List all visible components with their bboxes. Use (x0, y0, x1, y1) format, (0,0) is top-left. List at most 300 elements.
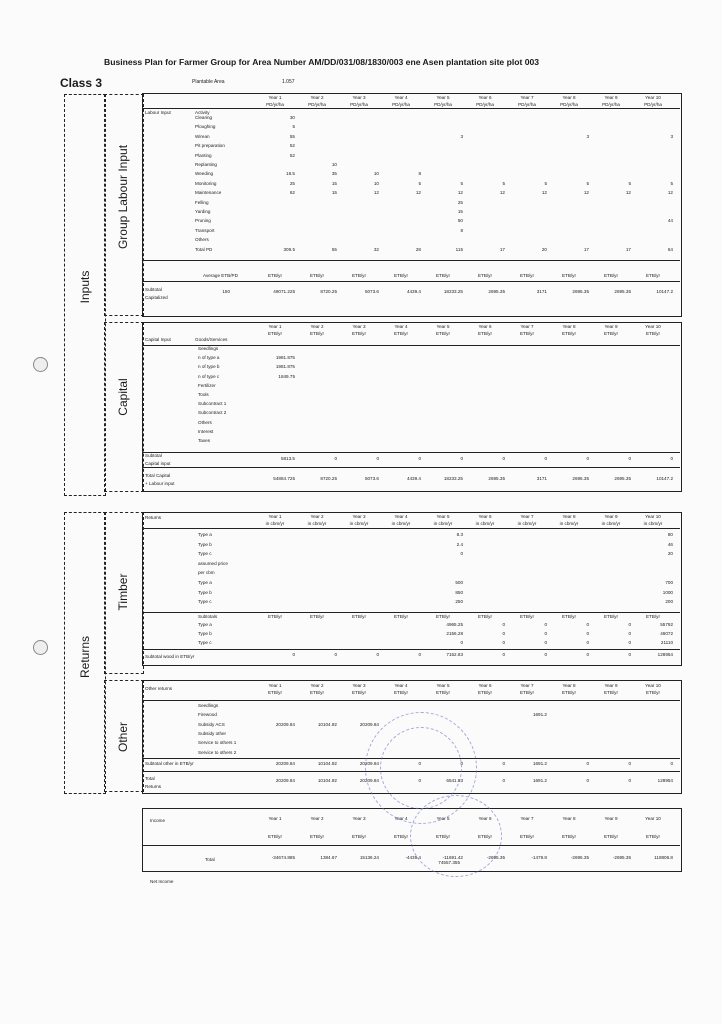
row-label: Planting (195, 152, 212, 158)
unit-header: ETB/yr (435, 690, 451, 695)
table-cell: 0 (628, 456, 631, 461)
table-cell: 12 (373, 190, 379, 196)
unit-header: in cbm/yr (601, 521, 621, 526)
unit-header: ETB/yr (267, 690, 283, 695)
table-cell: 5 (502, 180, 505, 186)
unit-header: ETB/yr (393, 273, 409, 278)
unit-header: ETB/yr (309, 614, 325, 619)
table-cell: 20209.84 (359, 778, 379, 783)
table-cell: 44 (667, 218, 673, 224)
year-header: Year 7 (520, 324, 534, 329)
goods-services-col-header: Goods/Services (195, 337, 228, 342)
table-cell: 0 (628, 631, 631, 636)
table-cell: 2695.35 (572, 476, 589, 481)
table-cell: 2695.35 (614, 476, 631, 481)
table-cell: 4439.4 (406, 476, 421, 481)
table-cell: 0 (544, 622, 547, 627)
labour-input-label: + Labour input (145, 481, 175, 486)
table-cell: 0 (334, 652, 337, 657)
income-col-header: Income (150, 818, 166, 823)
table-cell: 0 (460, 640, 463, 645)
row-label: Monitoring (195, 180, 217, 186)
plantable-area-value: 1.057 (282, 79, 295, 85)
table-cell: 5 (628, 180, 631, 186)
table-cell: 250 (455, 599, 463, 605)
unit-header: ETB/yr (309, 834, 325, 839)
table-cell: 1981.875 (275, 355, 295, 361)
unit-header: in cbm/yr (433, 521, 453, 526)
unit-header: PD/yr/ha (266, 102, 284, 107)
year-header: Year 10 (645, 324, 661, 329)
row-label: Clearing (195, 115, 213, 120)
year-header: Year 5 (436, 683, 450, 688)
year-header: Year 5 (436, 816, 450, 821)
row-label: Type c (198, 640, 212, 645)
row-label: Type c (198, 551, 212, 557)
returns-col-header: Returns (145, 515, 162, 520)
table-cell: 6541.83 (446, 778, 463, 783)
table-cell: 0 (376, 456, 379, 461)
unit-header: PD/yr/ha (518, 102, 536, 107)
year-header: Year 6 (478, 816, 492, 821)
table-cell: 0 (628, 622, 631, 627)
returns-label: Returns (78, 635, 92, 679)
row-label: per cbm (198, 570, 215, 576)
unit-header: ETB/yr (267, 834, 283, 839)
unit-header: ETB/yr (477, 273, 493, 278)
row-label: Wirean (195, 133, 210, 139)
row-label: Interest (198, 428, 214, 434)
unit-header: ETB/yr (309, 331, 325, 336)
year-header: Year 6 (478, 683, 492, 688)
table-cell: 12 (541, 190, 547, 196)
table-cell: 500 (455, 580, 463, 585)
row-label: Others (198, 419, 212, 425)
row-label: n of type b (198, 364, 220, 370)
row-label: Type c (198, 599, 212, 605)
table-cell: 25 (289, 180, 295, 186)
table-cell: 52 (289, 152, 295, 158)
unit-header: PD/yr/ha (560, 102, 578, 107)
row-label: Subsidy other (198, 730, 227, 736)
year-header: Year 4 (394, 95, 408, 100)
table-cell: 0 (670, 761, 673, 766)
row-label: Service to others 2 (198, 749, 237, 755)
table-cell: 18.5 (286, 171, 295, 177)
row-label: Type a (198, 622, 212, 627)
income-total-label: Total (205, 857, 215, 862)
unit-header: ETB/yr (435, 834, 451, 839)
unit-header: ETB/yr (645, 834, 661, 839)
unit-header: ETB/yr (351, 614, 367, 619)
table-cell: 0 (460, 551, 463, 557)
unit-header: ETB/yr (645, 690, 661, 695)
unit-header: ETB/yr (351, 273, 367, 278)
year-header: Year 3 (352, 514, 366, 519)
unit-header: ETB/yr (351, 690, 367, 695)
table-cell: 10 (373, 180, 379, 186)
capital-input-col-header: Capital Input (145, 337, 171, 342)
table-cell: 3 (670, 133, 673, 139)
unit-header: PD/yr/ha (350, 102, 368, 107)
document-title: Business Plan for Farmer Group for Area Number AM/DD/031/08/1830/003 ene Asen plantation site plot 003 (104, 57, 540, 67)
table-cell: 2156.28 (446, 631, 463, 636)
table-cell: -2695.35 (486, 855, 505, 860)
table-cell: 0 (418, 652, 421, 657)
unit-header: ETB/yr (435, 614, 451, 619)
table-cell: 128954 (657, 652, 673, 657)
row-label: Subcontract 2 (198, 410, 227, 416)
table-cell: 0 (376, 652, 379, 657)
unit-header: ETB/yr (351, 331, 367, 336)
table-cell: 0 (502, 640, 505, 645)
table-cell: 62 (289, 190, 295, 196)
table-cell: 2.4 (456, 541, 463, 547)
unit-header: ETB/yr (393, 331, 409, 336)
table-cell: 0 (418, 778, 421, 783)
table-cell: 2695.35 (572, 289, 589, 294)
table-cell: 0 (460, 456, 463, 461)
row-label: Service to others 1 (198, 740, 237, 746)
unit-header: ETB/yr (519, 331, 535, 336)
year-header: Year 6 (478, 95, 492, 100)
table-cell: 5813.5 (280, 456, 295, 461)
year-header: Year 2 (310, 95, 324, 100)
unit-header: ETB/yr (267, 331, 283, 336)
table-cell: 10147.2 (656, 476, 673, 481)
table-cell: 10 (331, 162, 337, 167)
table-cell: 55792 (660, 622, 673, 627)
punch-hole (33, 640, 48, 655)
row-label: Pruning (195, 218, 211, 224)
table-cell: 0 (544, 456, 547, 461)
year-header: Year 3 (352, 683, 366, 688)
table-cell: 0 (586, 652, 589, 657)
net-income-value: 74557.355 (438, 860, 460, 865)
table-cell: 2695.35 (614, 289, 631, 294)
table-cell: 5 (460, 180, 463, 186)
table-cell: 0 (292, 652, 295, 657)
unit-header: PD/yr/ha (476, 102, 494, 107)
table-cell: 12 (457, 190, 463, 196)
official-stamp-2 (410, 795, 502, 877)
table-cell: 8 (460, 227, 463, 233)
unit-header: ETB/yr (393, 690, 409, 695)
year-header: Year 10 (645, 816, 661, 821)
table-cell: 1691.2 (532, 712, 547, 718)
unit-header: ETB/yr (351, 834, 367, 839)
unit-header: ETB/yr (393, 834, 409, 839)
table-cell: 10147.2 (656, 289, 673, 294)
year-header: Year 9 (604, 514, 618, 519)
year-header: Year 4 (394, 816, 408, 821)
table-cell: 1691.2 (532, 778, 547, 783)
table-cell: 0 (628, 640, 631, 645)
total-returns-label: Total (145, 776, 155, 781)
year-header: Year 6 (478, 514, 492, 519)
table-cell: 4965.25 (446, 622, 463, 627)
table-cell: 28 (415, 246, 421, 252)
table-cell: 21110 (660, 640, 673, 645)
table-cell: 5 (292, 124, 295, 130)
table-cell: 8720.25 (320, 476, 337, 481)
table-cell: 12 (583, 190, 589, 196)
year-header: Year 3 (352, 95, 366, 100)
table-cell: 5073.6 (364, 289, 379, 294)
table-cell: 0 (502, 761, 505, 766)
table-cell: 5 (586, 180, 589, 186)
unit-header: ETB/yr (309, 690, 325, 695)
table-cell: 17 (499, 246, 505, 252)
table-cell: 17 (583, 246, 589, 252)
capital-subtotal-label: Subtotal (145, 453, 162, 458)
total-capital-label: Total Capital (145, 473, 171, 478)
table-cell: 850 (455, 589, 463, 595)
table-cell: 18233.25 (443, 476, 463, 481)
average-etb-label: Average ETB/PD (203, 273, 238, 278)
table-cell: -11691.42 (442, 855, 463, 860)
year-header: Year 1 (268, 816, 282, 821)
table-cell: 0 (544, 631, 547, 636)
plantable-area-label: Plantable Area (192, 79, 225, 85)
year-header: Year 1 (268, 683, 282, 688)
table-cell: 15 (331, 180, 337, 186)
row-label: n of type a (198, 355, 220, 361)
unit-header: in cbm/yr (265, 521, 285, 526)
table-cell: 55 (289, 133, 295, 139)
table-cell: 0 (460, 761, 463, 766)
table-cell: 12 (415, 190, 421, 196)
unit-header: ETB/yr (477, 614, 493, 619)
table-cell: 0 (502, 622, 505, 627)
labour-col-header: Labour Input (145, 110, 171, 115)
row-label: Type a (198, 580, 212, 585)
table-cell: 0 (586, 622, 589, 627)
row-label: assumed price (198, 560, 228, 566)
activity-col-header: Activity (195, 110, 210, 115)
table-cell: 17 (625, 246, 631, 252)
table-cell: 700 (665, 580, 673, 585)
row-label: Felling (195, 199, 209, 205)
table-cell: 309.5 (283, 246, 295, 252)
timber-label: Timber (116, 573, 130, 611)
table-cell: 128954 (657, 778, 673, 783)
unit-header: PD/yr/ha (644, 102, 662, 107)
table-cell: 8720.25 (320, 289, 337, 294)
table-cell: 0 (544, 640, 547, 645)
unit-header: ETB/yr (603, 273, 619, 278)
table-cell: 10104.92 (317, 778, 337, 783)
year-header: Year 7 (520, 514, 534, 519)
table-cell: 3 (586, 133, 589, 139)
unit-header: ETB/yr (519, 614, 535, 619)
other-returns-col-header: Other returns (145, 686, 173, 691)
unit-header: in cbm/yr (643, 521, 663, 526)
other-label: Other (116, 722, 130, 753)
table-cell: 55 (331, 246, 337, 252)
subtotals-label: Subtotals (198, 614, 218, 619)
table-cell: 0 (586, 456, 589, 461)
unit-header: PD/yr/ha (434, 102, 452, 107)
table-cell: 10104.92 (317, 721, 337, 727)
table-cell: 118806.8 (654, 855, 673, 860)
unit-header: ETB/yr (603, 690, 619, 695)
table-cell: 1691.2 (532, 761, 547, 766)
table-cell: 20209.84 (359, 761, 379, 766)
table-cell: 54884.725 (273, 476, 295, 481)
table-cell: 8.3 (456, 532, 463, 537)
table-cell: 1849.75 (278, 373, 295, 379)
unit-header: ETB/yr (645, 614, 661, 619)
year-header: Year 7 (520, 683, 534, 688)
year-header: Year 10 (645, 683, 661, 688)
table-cell: 10104.92 (317, 761, 337, 766)
table-cell: 1384.67 (320, 855, 337, 860)
subtotal-wood-label: Subtotal wood in ETB/yr (145, 654, 195, 659)
row-label: Ploughing (195, 124, 216, 130)
row-label: Transport (195, 227, 215, 233)
year-header: Year 8 (562, 324, 576, 329)
table-cell: 12 (499, 190, 505, 196)
table-cell: 20209.84 (359, 721, 379, 727)
table-cell: 0 (670, 456, 673, 461)
unit-header: in cbm/yr (307, 521, 327, 526)
unit-header: ETB/yr (519, 690, 535, 695)
year-header: Year 7 (520, 816, 534, 821)
table-cell: 20209.84 (275, 721, 295, 727)
labour-table (142, 93, 682, 317)
table-cell: 52 (289, 143, 295, 149)
unit-header: ETB/yr (561, 614, 577, 619)
row-label: Weeding (195, 171, 214, 177)
table-cell: 2695.35 (488, 289, 505, 294)
table-cell: 0 (334, 456, 337, 461)
year-header: Year 9 (604, 95, 618, 100)
total-returns-label-2: Returns (145, 784, 162, 789)
unit-header: ETB/yr (435, 331, 451, 336)
punch-hole (33, 357, 48, 372)
row-label: Subsidy ACS (198, 721, 225, 727)
unit-header: ETB/yr (561, 331, 577, 336)
year-header: Year 2 (310, 514, 324, 519)
table-cell: 0 (502, 631, 505, 636)
year-header: Year 1 (268, 324, 282, 329)
table-cell: 50 (457, 218, 463, 224)
table-cell: 1000 (662, 589, 673, 595)
unit-header: ETB/yr (603, 834, 619, 839)
unit-header: ETB/yr (519, 273, 535, 278)
table-cell: 5 (418, 180, 421, 186)
capitalized-label: Capitalized (145, 295, 168, 300)
unit-header: ETB/yr (603, 331, 619, 336)
group-labour-input-label: Group Labour Input (116, 144, 130, 250)
unit-header: ETB/yr (561, 273, 577, 278)
unit-header: in cbm/yr (475, 521, 495, 526)
row-label: Subcontract 1 (198, 401, 227, 407)
year-header: Year 5 (436, 95, 450, 100)
table-cell: 3171 (536, 476, 547, 481)
year-header: Year 8 (562, 514, 576, 519)
unit-header: in cbm/yr (559, 521, 579, 526)
capital-input-label: Capital input (145, 461, 171, 466)
row-label: Yarding (195, 209, 211, 214)
net-income-label: Net Income (150, 879, 174, 884)
table-cell: 20 (541, 246, 547, 252)
year-header: Year 8 (562, 816, 576, 821)
unit-header: ETB/yr (267, 614, 283, 619)
table-cell: 0 (502, 456, 505, 461)
year-header: Year 1 (268, 514, 282, 519)
year-header: Year 2 (310, 683, 324, 688)
year-header: Year 8 (562, 95, 576, 100)
unit-header: ETB/yr (477, 834, 493, 839)
year-header: Year 5 (436, 324, 450, 329)
year-header: Year 10 (645, 514, 661, 519)
table-cell: 0 (628, 652, 631, 657)
table-cell: -4439.4 (405, 855, 421, 860)
row-label: Taxes (198, 438, 210, 443)
unit-header: PD/yr/ha (392, 102, 410, 107)
table-cell: -34674.885 (271, 855, 295, 860)
table-cell: -1479.8 (531, 855, 547, 860)
unit-header: ETB/yr (309, 273, 325, 278)
table-cell: 20 (667, 551, 673, 557)
table-cell: 20209.84 (275, 761, 295, 766)
table-cell: 12 (625, 190, 631, 196)
row-label: Seedlings (198, 346, 219, 351)
table-cell: 32 (373, 246, 379, 252)
table-cell: 115 (455, 246, 463, 252)
table-cell: 46072 (660, 631, 673, 636)
table-cell: 3 (460, 133, 463, 139)
table-cell: 1981.875 (275, 364, 295, 370)
table-cell: 2695.35 (488, 476, 505, 481)
table-cell: 30 (289, 115, 295, 120)
table-cell: 4439.4 (406, 289, 421, 294)
row-label: Type a (198, 532, 212, 537)
table-cell: 15 (331, 190, 337, 196)
subtotal-label: Subtotal (145, 287, 162, 292)
year-header: Year 5 (436, 514, 450, 519)
table-cell: 5 (670, 180, 673, 186)
year-header: Year 9 (604, 683, 618, 688)
table-cell: 20209.84 (275, 778, 295, 783)
table-cell: 8 (418, 171, 421, 177)
row-label: Replanting (195, 162, 217, 167)
inputs-label: Inputs (78, 270, 92, 304)
row-label: Seedlings (198, 703, 219, 708)
year-header: Year 4 (394, 683, 408, 688)
unit-header: ETB/yr (645, 331, 661, 336)
table-cell: 0 (418, 456, 421, 461)
table-cell: 25 (457, 199, 463, 205)
unit-header: ETB/yr (267, 273, 283, 278)
class-label: Class 3 (60, 76, 103, 90)
table-cell: 0 (586, 640, 589, 645)
unit-header: ETB/yr (645, 273, 661, 278)
unit-header: ETB/yr (393, 614, 409, 619)
unit-header: PD/yr/ha (602, 102, 620, 107)
unit-header: ETB/yr (435, 273, 451, 278)
table-cell: 3171 (536, 289, 547, 294)
table-cell: 49071.225 (273, 289, 295, 294)
table-cell: 64 (667, 246, 673, 252)
year-header: Year 3 (352, 816, 366, 821)
row-label: Type b (198, 631, 212, 636)
row-label: Tools (198, 392, 209, 397)
unit-header: in cbm/yr (391, 521, 411, 526)
table-cell: 0 (586, 761, 589, 766)
